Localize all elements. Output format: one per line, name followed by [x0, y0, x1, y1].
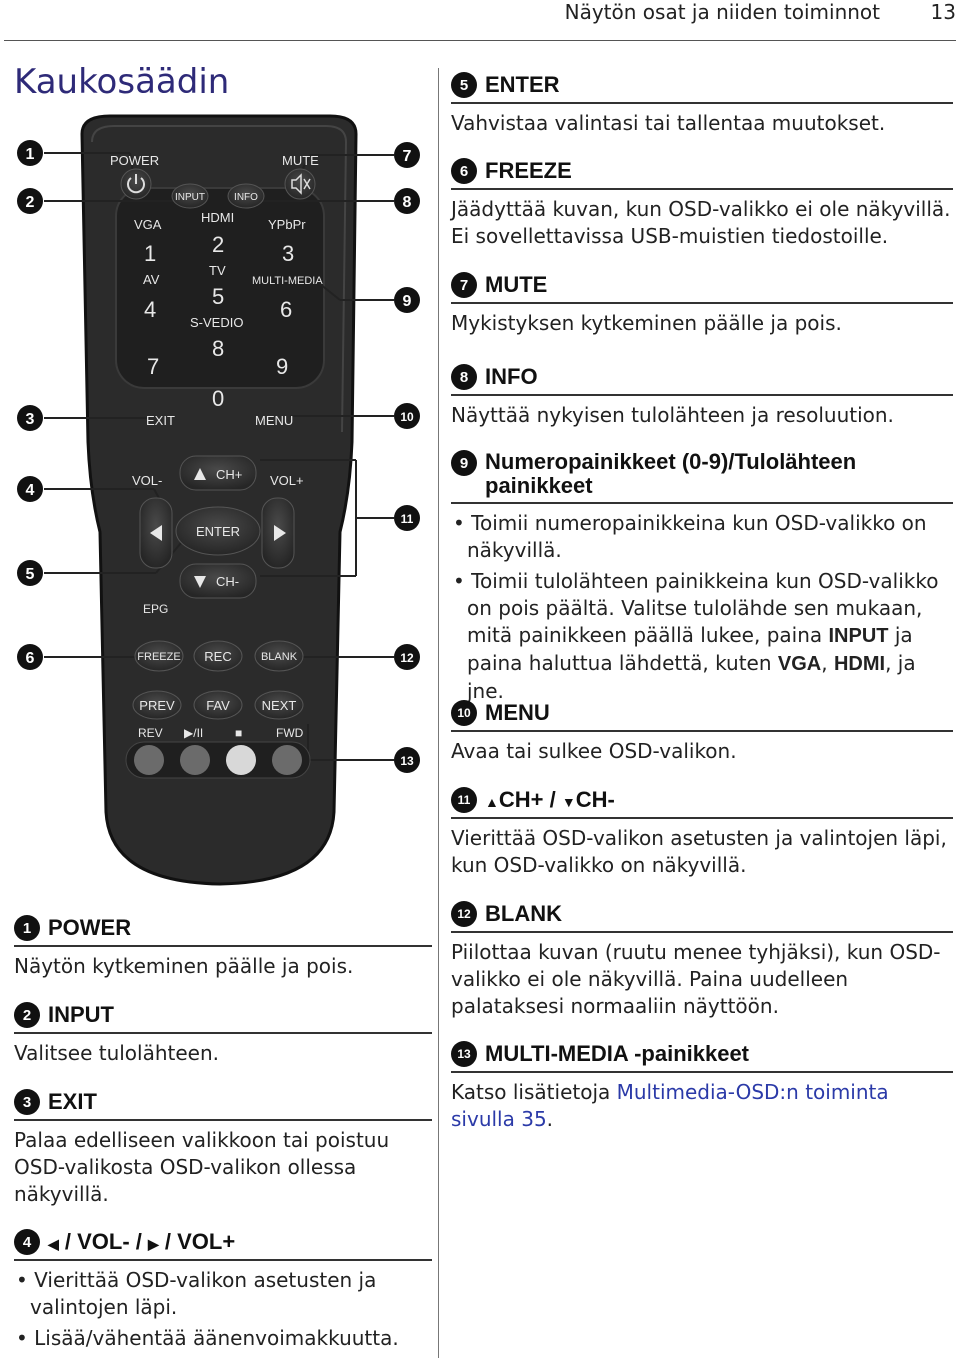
blank-label: BLANK — [260, 651, 298, 663]
entry-freeze — [451, 158, 953, 250]
num-4: 4 — [144, 297, 157, 322]
channel-title-a: CH+ / — [498, 787, 562, 812]
badge-12: 12 — [451, 901, 477, 927]
input-label: INPUT — [175, 192, 205, 203]
svg-text:4: 4 — [25, 482, 35, 499]
epg-label: EPG — [143, 602, 169, 616]
entry-title-power: POWER — [48, 915, 132, 940]
entry-title-info: INFO — [485, 364, 538, 389]
svg-text:12: 12 — [400, 651, 414, 665]
badge-3: 3 — [14, 1089, 40, 1115]
entry-body-exit: Palaa edelliseen valikkoon tai poistuu OSD-valikosta OSD-valikon ollessa näkyvillä. — [14, 1128, 390, 1206]
entry-power — [14, 915, 432, 980]
num-6: 6 — [280, 297, 293, 322]
entry-title-channel — [485, 787, 615, 813]
mute-button — [285, 169, 315, 199]
badge-6: 6 — [451, 158, 477, 184]
rev-button — [134, 745, 164, 775]
svg-text:11: 11 — [400, 512, 414, 526]
num-0: 0 — [212, 386, 225, 411]
svg-text:5: 5 — [25, 566, 35, 583]
channel-title-b: CH- — [575, 787, 615, 812]
entry-vol — [14, 1229, 432, 1356]
freeze-label: FREEZE — [137, 651, 181, 663]
num-1: 1 — [144, 241, 157, 266]
svedio-label: S-VEDIO — [190, 315, 244, 330]
entry-title-multimedia: MULTI-MEDIA -painikkeet — [485, 1041, 750, 1066]
tv-label: TV — [209, 263, 226, 278]
entry-multimedia — [451, 1041, 953, 1133]
mute-label: MUTE — [282, 153, 319, 168]
entry-body-blank: Piilottaa kuvan (ruutu menee tyhjäksi), kun OSD-valikko ei ole näkyvillä. Paina uudelleen palataksesi normaaliin näyttöön. — [451, 940, 941, 1018]
arrow-right-icon: ▶ — [148, 1236, 159, 1252]
svg-text:13: 13 — [400, 754, 414, 768]
entry-blank — [451, 901, 953, 1020]
entry-body-multimedia: Katso lisätietoja Multimedia-OSD:n toiminta sivulla 35. — [451, 1080, 889, 1131]
arrow-down-icon: ▼ — [561, 794, 576, 810]
stop-label: ■ — [235, 726, 243, 740]
vol-plus-label: VOL+ — [270, 473, 304, 488]
entry-body-menu: Avaa tai sulkee OSD-valikon. — [451, 739, 737, 763]
prev-label: PREV — [139, 698, 175, 713]
play-pause-button — [180, 745, 210, 775]
svg-text:8: 8 — [402, 194, 412, 211]
number-bullet-2: • Toimii tulolähteen painikkeina kun OSD-valikko on pois päältä. Valitse tulolähde sen mukaan, mitä painikkeen päällä lukee, paina INPUT ja paina haluttua lähdettä, kuten VGA, HDMI, ja jne. — [453, 569, 939, 703]
entry-title-mute: MUTE — [485, 272, 548, 297]
num-2: 2 — [212, 232, 225, 257]
entry-title-freeze: FREEZE — [485, 158, 572, 183]
entry-body-mute: Mykistyksen kytkeminen päälle ja pois. — [451, 311, 842, 335]
badge-10: 10 — [451, 700, 477, 726]
entry-title-exit: EXIT — [48, 1089, 97, 1114]
num-9: 9 — [276, 354, 289, 379]
entry-info — [451, 364, 953, 429]
entry-title-menu: MENU — [485, 700, 550, 725]
rev-label: REV — [138, 726, 163, 740]
badge-8: 8 — [451, 364, 477, 390]
entry-title-blank: BLANK — [485, 901, 562, 926]
entry-body-channel: Vierittää OSD-valikon asetusten ja valintojen läpi, kun OSD-valikko on näkyvillä. — [451, 826, 947, 877]
entry-mute — [451, 272, 953, 337]
vol-title-part2: / VOL+ — [158, 1229, 236, 1254]
fav-label: FAV — [206, 698, 230, 713]
arrow-left-icon: ◀ — [48, 1236, 59, 1252]
svg-text:10: 10 — [400, 410, 414, 424]
entry-number-buttons — [451, 450, 953, 709]
remote-svg — [0, 112, 438, 892]
section-title: Kaukosäädin — [14, 62, 230, 102]
badge-1: 1 — [14, 915, 40, 941]
header-rule — [4, 40, 956, 41]
page-number: 13 — [930, 0, 956, 24]
vol-title-part1: / VOL- / — [58, 1229, 149, 1254]
num-5: 5 — [212, 284, 225, 309]
badge-9: 9 — [451, 450, 477, 476]
column-divider — [438, 68, 439, 1358]
menu-label: MENU — [255, 413, 294, 428]
header-title: Näytön osat ja niiden toiminnot — [564, 0, 880, 24]
num-8: 8 — [212, 336, 225, 361]
vol-bullet-2: • Lisää/vähentää äänenvoimakkuutta. — [16, 1326, 399, 1350]
entry-exit — [14, 1089, 432, 1208]
page-header — [0, 0, 960, 42]
badge-4: 4 — [14, 1229, 40, 1255]
vga-label: VGA — [134, 217, 162, 232]
multimedia-label: MULTI-MEDIA — [252, 275, 323, 287]
num-7: 7 — [147, 354, 160, 379]
entry-enter — [451, 72, 953, 137]
entry-channel — [451, 787, 953, 879]
multimedia-osd-link[interactable]: Multimedia-OSD:n toiminta sivulla 35 — [451, 1080, 889, 1131]
entry-body-enter: Vahvistaa valintasi tai tallentaa muutokset. — [451, 111, 886, 135]
number-bullet-1: • Toimii numeropainikkeina kun OSD-valikko on näkyvillä. — [453, 511, 927, 562]
fwd-label: FWD — [276, 726, 304, 740]
svg-text:9: 9 — [402, 293, 412, 310]
entry-body-input: Valitsee tulolähteen. — [14, 1041, 220, 1065]
badge-2: 2 — [14, 1002, 40, 1028]
ch-plus-label: CH+ — [216, 467, 243, 482]
num-3: 3 — [282, 241, 295, 266]
badge-13: 13 — [451, 1041, 477, 1067]
badge-7: 7 — [451, 272, 477, 298]
remote-illustration — [0, 112, 438, 892]
play-pause-label: ▶/II — [184, 726, 204, 740]
stop-button — [226, 745, 256, 775]
svg-text:6: 6 — [25, 650, 35, 667]
power-label: POWER — [110, 153, 160, 168]
fwd-button — [272, 745, 302, 775]
svg-text:2: 2 — [25, 194, 35, 211]
entry-body-power: Näytön kytkeminen päälle ja pois. — [14, 954, 354, 978]
ypbpr-label: YPbPr — [268, 217, 306, 232]
svg-text:3: 3 — [25, 411, 35, 428]
av-label: AV — [143, 272, 160, 287]
entry-title-vol — [48, 1229, 235, 1255]
entry-body-freeze: Jäädyttää kuvan, kun OSD-valikko ei ole näkyvillä. Ei sovellettavissa USB-muistien tiedostoille. — [451, 197, 951, 248]
vol-minus-label: VOL- — [132, 473, 163, 488]
badge-5: 5 — [451, 72, 477, 98]
svg-text:1: 1 — [25, 146, 35, 163]
entry-title-input: INPUT — [48, 1002, 114, 1027]
rec-label: REC — [204, 649, 232, 664]
badge-11: 11 — [451, 787, 477, 813]
svg-text:7: 7 — [402, 148, 412, 165]
entry-input — [14, 1002, 432, 1067]
entry-body-info: Näyttää nykyisen tulolähteen ja resoluution. — [451, 403, 894, 427]
enter-label: ENTER — [195, 524, 241, 539]
arrow-up-icon: ▲ — [485, 794, 499, 810]
exit-label: EXIT — [146, 413, 175, 428]
entry-title-number-buttons: Numeropainikkeet (0-9)/Tulolähteen painikkeet — [485, 449, 857, 498]
info-label: INFO — [234, 192, 258, 203]
entry-menu — [451, 700, 953, 765]
next-label: NEXT — [261, 698, 297, 713]
entry-title-enter: ENTER — [485, 72, 560, 97]
vol-bullet-1: • Vierittää OSD-valikon asetusten ja valintojen läpi. — [16, 1268, 377, 1319]
hdmi-label: HDMI — [201, 210, 235, 225]
ch-minus-label: CH- — [216, 574, 240, 589]
